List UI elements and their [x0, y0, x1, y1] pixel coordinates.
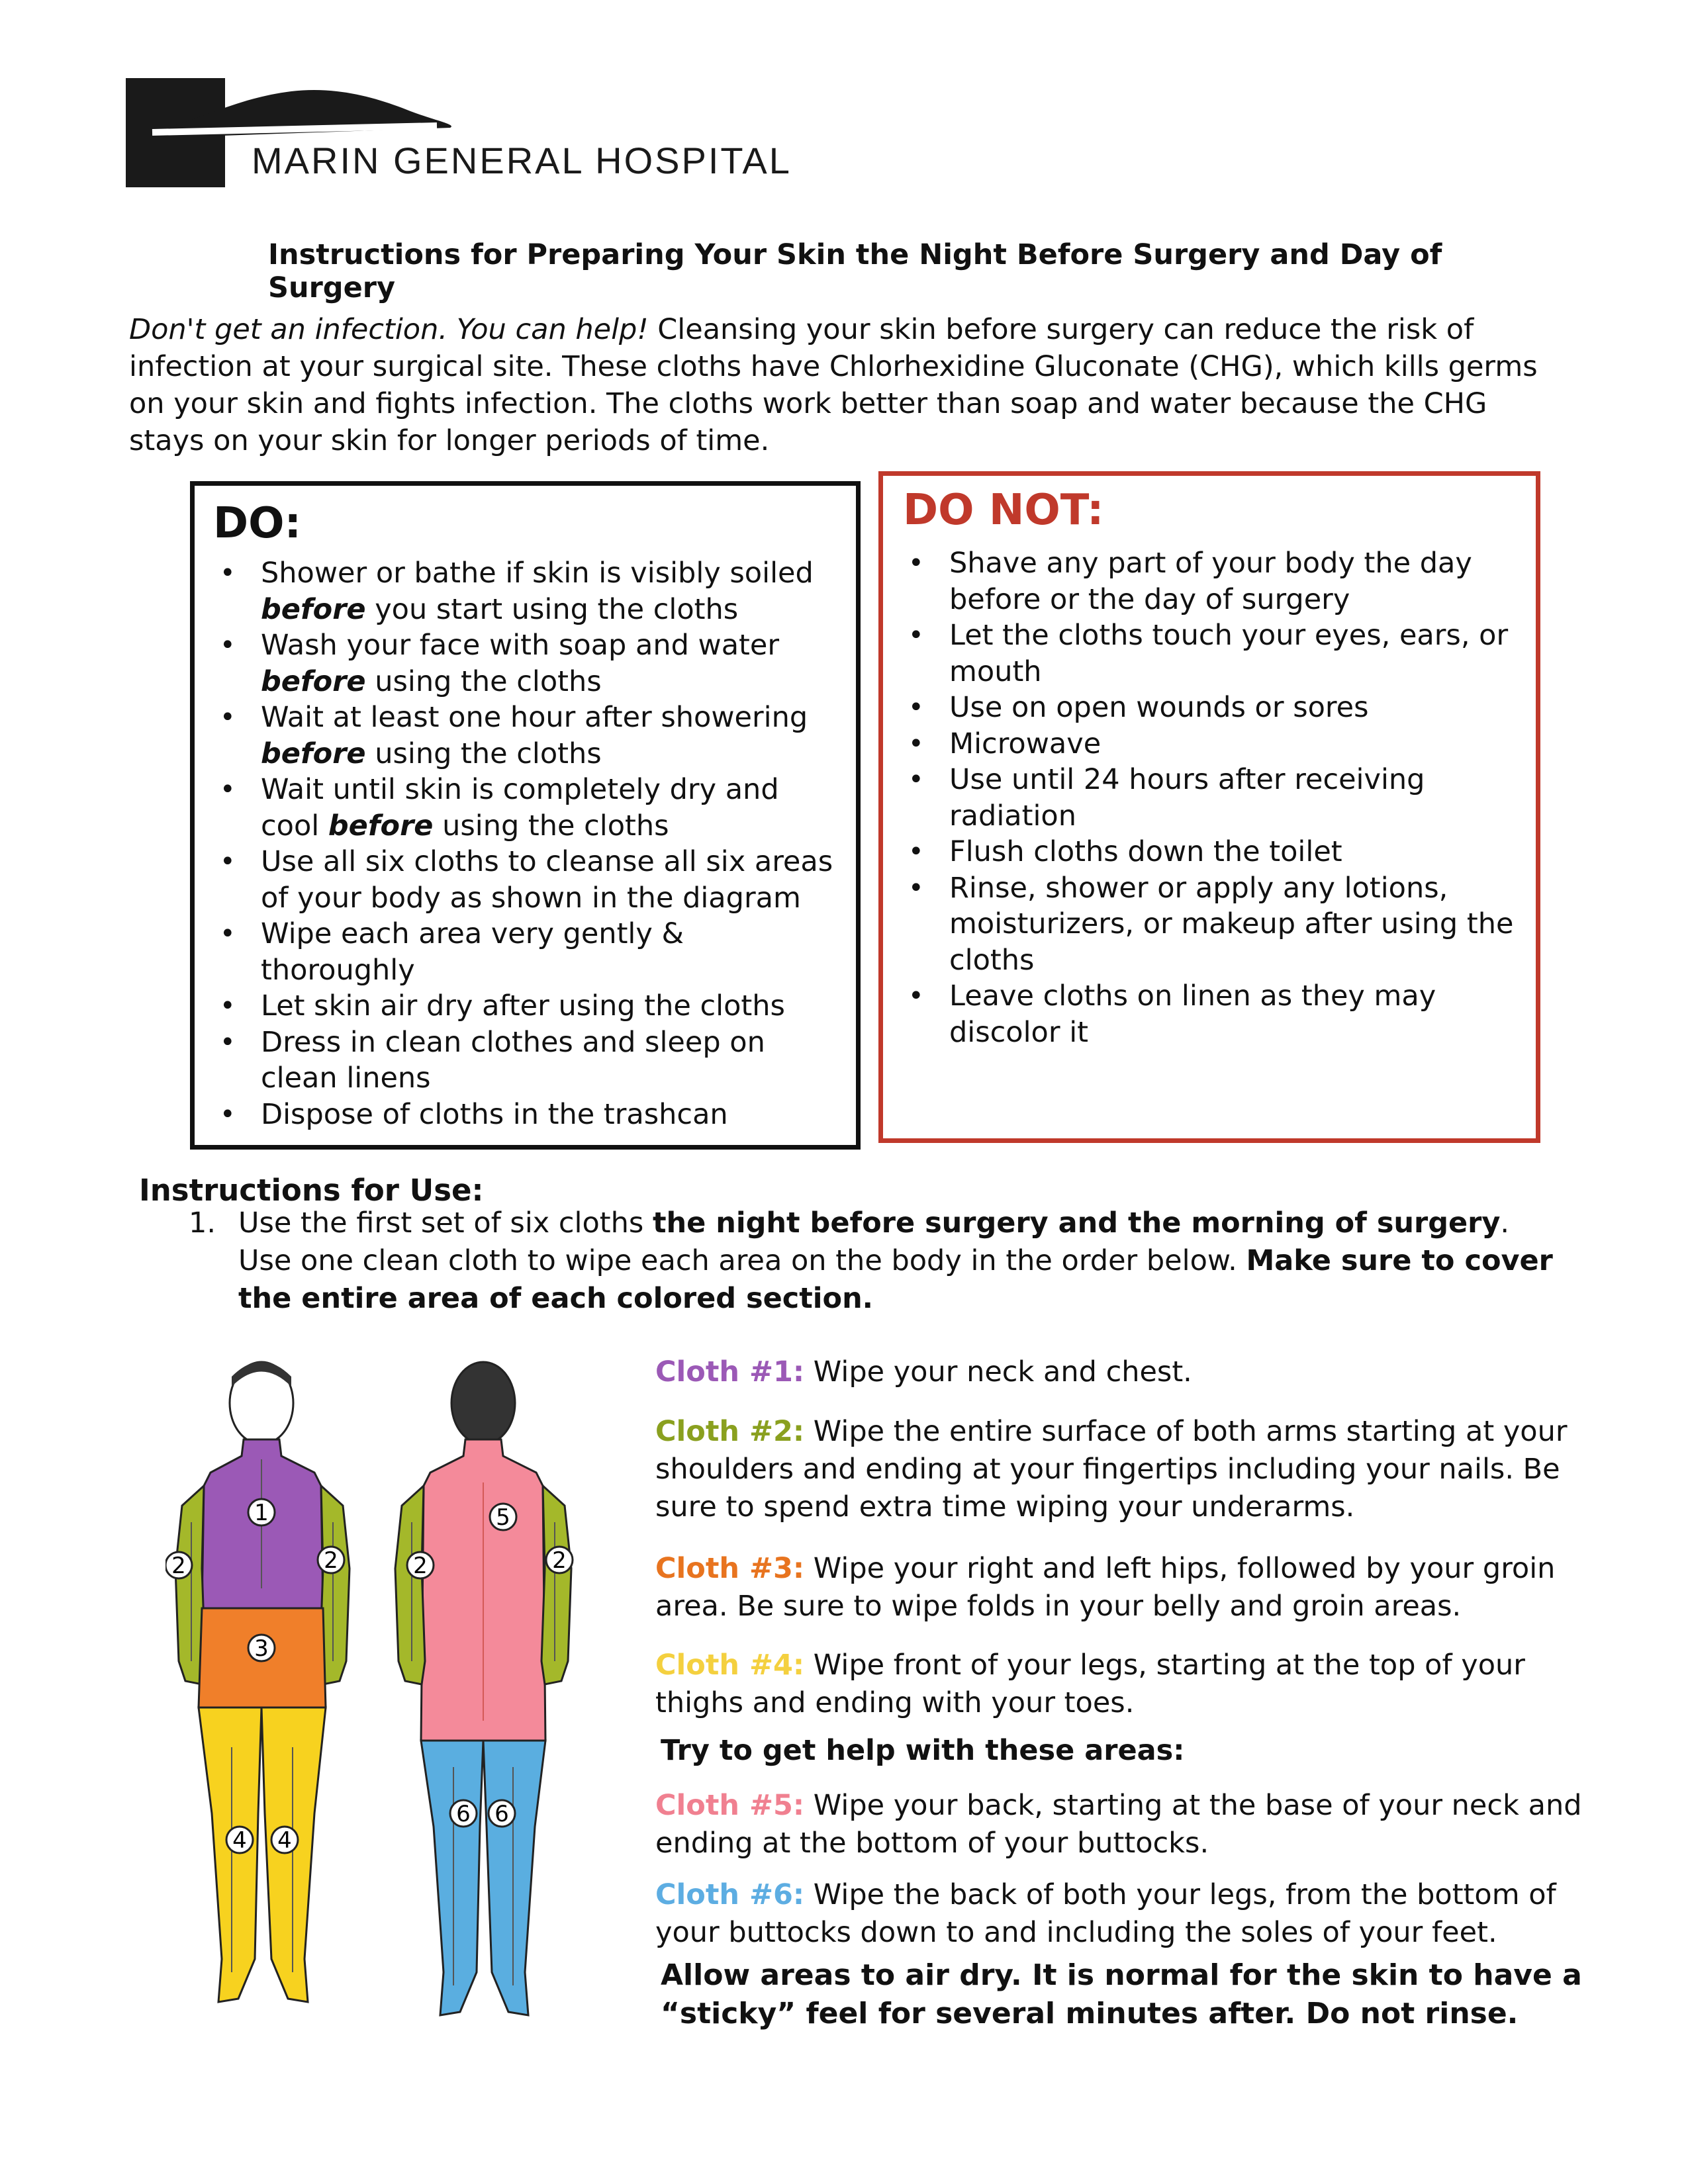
list-item: • Let skin air dry after using the cloths: [208, 988, 843, 1024]
do-not-list: [896, 545, 1525, 1050]
intro-paragraph: [129, 311, 1566, 459]
do-not-box: [878, 471, 1540, 1143]
do-not-heading: DO NOT:: [903, 486, 1104, 535]
zone-number: 2: [324, 1547, 338, 1574]
list-item: • Use on open wounds or sores: [896, 690, 1525, 726]
cloth-label: Cloth #2:: [655, 1415, 805, 1448]
cloth-5-instruction: Cloth #5: Wipe your back, starting at the base of your neck and ending at the bottom of your buttocks.: [655, 1789, 1582, 1860]
intro-lead: Don't get an infection. You can help!: [129, 313, 649, 346]
back-head: [451, 1362, 515, 1444]
zone-number: 2: [552, 1547, 567, 1574]
list-item: • Microwave: [896, 726, 1525, 762]
cloth-label: Cloth #3:: [655, 1552, 805, 1585]
help-heading: Try to get help with these areas:: [661, 1734, 1185, 1767]
list-item: • Let the cloths touch your eyes, ears, or mouth: [896, 617, 1525, 690]
body-diagram: [165, 1350, 669, 2032]
list-item: • Leave cloths on linen as they may discolor it: [896, 978, 1525, 1050]
do-list: [208, 555, 843, 1132]
list-item: • Wait at least one hour after showering before using the cloths: [208, 700, 843, 772]
page-title: Instructions for Preparing Your Skin the Night Before Surgery and Day of Surgery: [268, 238, 1442, 304]
list-item: • Use all six cloths to cleanse all six areas of your body as shown in the diagram: [208, 844, 843, 916]
list-item: • Flush cloths down the toilet: [896, 834, 1525, 870]
zone-number: 1: [254, 1500, 269, 1526]
list-item: • Wait until skin is completely dry and cool before using the cloths: [208, 772, 843, 844]
cloth-label: Cloth #4:: [655, 1649, 805, 1682]
front-figure: [175, 1362, 350, 2003]
zone-number: 2: [171, 1553, 186, 1579]
zone-number: 6: [494, 1801, 509, 1827]
cloth-1-instruction: Cloth #1: Wipe your neck and chest.: [655, 1355, 1192, 1388]
cloth-6-instruction: Cloth #6: Wipe the back of both your legs, from the bottom of your buttocks down to and including the soles of your feet.: [655, 1878, 1556, 1949]
zone-back-leg-left: [483, 1741, 545, 2015]
intro-body: Cleansing your skin before surgery can reduce the risk of infection at your surgical site. These cloths have Chlorhexidine Gluconate (CHG), which kills germs on your skin and fights infection. The cloths work better than soap and water because the CHG stays on your skin for longer periods of time.: [129, 313, 1538, 457]
step-text: Use the first set of six cloths the night before surgery and the morning of surgery. Use one clean cloth to wipe each area on the body in the order below. Make sure to cover the entire area of each colored section.: [238, 1206, 1553, 1315]
list-item: • Use until 24 hours after receiving radiation: [896, 762, 1525, 834]
zone-number: 5: [496, 1504, 510, 1531]
cloth-4-instruction: Cloth #4: Wipe front of your legs, starting at the top of your thighs and ending with your toes.: [655, 1649, 1525, 1719]
zone-number: 4: [232, 1827, 247, 1854]
instructions-heading: Instructions for Use:: [139, 1173, 484, 1208]
cloth-label: Cloth #6:: [655, 1878, 805, 1911]
closing-note: Allow areas to air dry. It is normal for the skin to have a “sticky” feel for several minutes after. Do not rinse.: [661, 1958, 1582, 2030]
zone-leg-right: [199, 1707, 261, 2002]
step-number: 1.: [189, 1206, 216, 1240]
zone-number: 6: [456, 1801, 471, 1827]
cloth-label: Cloth #5:: [655, 1789, 805, 1822]
do-box: [190, 481, 861, 1150]
zone-number: 3: [254, 1635, 269, 1662]
list-item: • Dispose of cloths in the trashcan: [208, 1097, 843, 1133]
zone-arm-back-right: [395, 1486, 425, 1684]
cloth-label: Cloth #1:: [655, 1355, 805, 1388]
zone-back-leg-right: [421, 1741, 483, 2015]
do-heading: DO:: [213, 499, 302, 548]
list-item: • Shower or bathe if skin is visibly soiled before you start using the cloths: [208, 555, 843, 627]
back-figure: [395, 1362, 571, 2015]
list-item: • Wipe each area very gently & thoroughly: [208, 916, 843, 988]
list-item: • Wash your face with soap and water before using the cloths: [208, 627, 843, 700]
hospital-name: MARIN GENERAL HOSPITAL: [252, 140, 792, 181]
zone-leg-left: [261, 1707, 326, 2002]
zone-number: 4: [277, 1827, 292, 1854]
list-item: • Rinse, shower or apply any lotions, moisturizers, or makeup after using the cloths: [896, 870, 1525, 979]
zone-arm-back-left: [541, 1486, 571, 1684]
list-item: • Dress in clean clothes and sleep on clean linens: [208, 1024, 843, 1097]
list-item: • Shave any part of your body the day before or the day of surgery: [896, 545, 1525, 617]
zone-number: 2: [413, 1553, 428, 1579]
cloth-3-instruction: Cloth #3: Wipe your right and left hips, followed by your groin area. Be sure to wipe folds in your belly and groin areas.: [655, 1552, 1556, 1623]
cloth-2-instruction: Cloth #2: Wipe the entire surface of both arms starting at your shoulders and ending at your fingertips including your nails. Be sure to spend extra time wiping your underarms.: [655, 1415, 1568, 1524]
